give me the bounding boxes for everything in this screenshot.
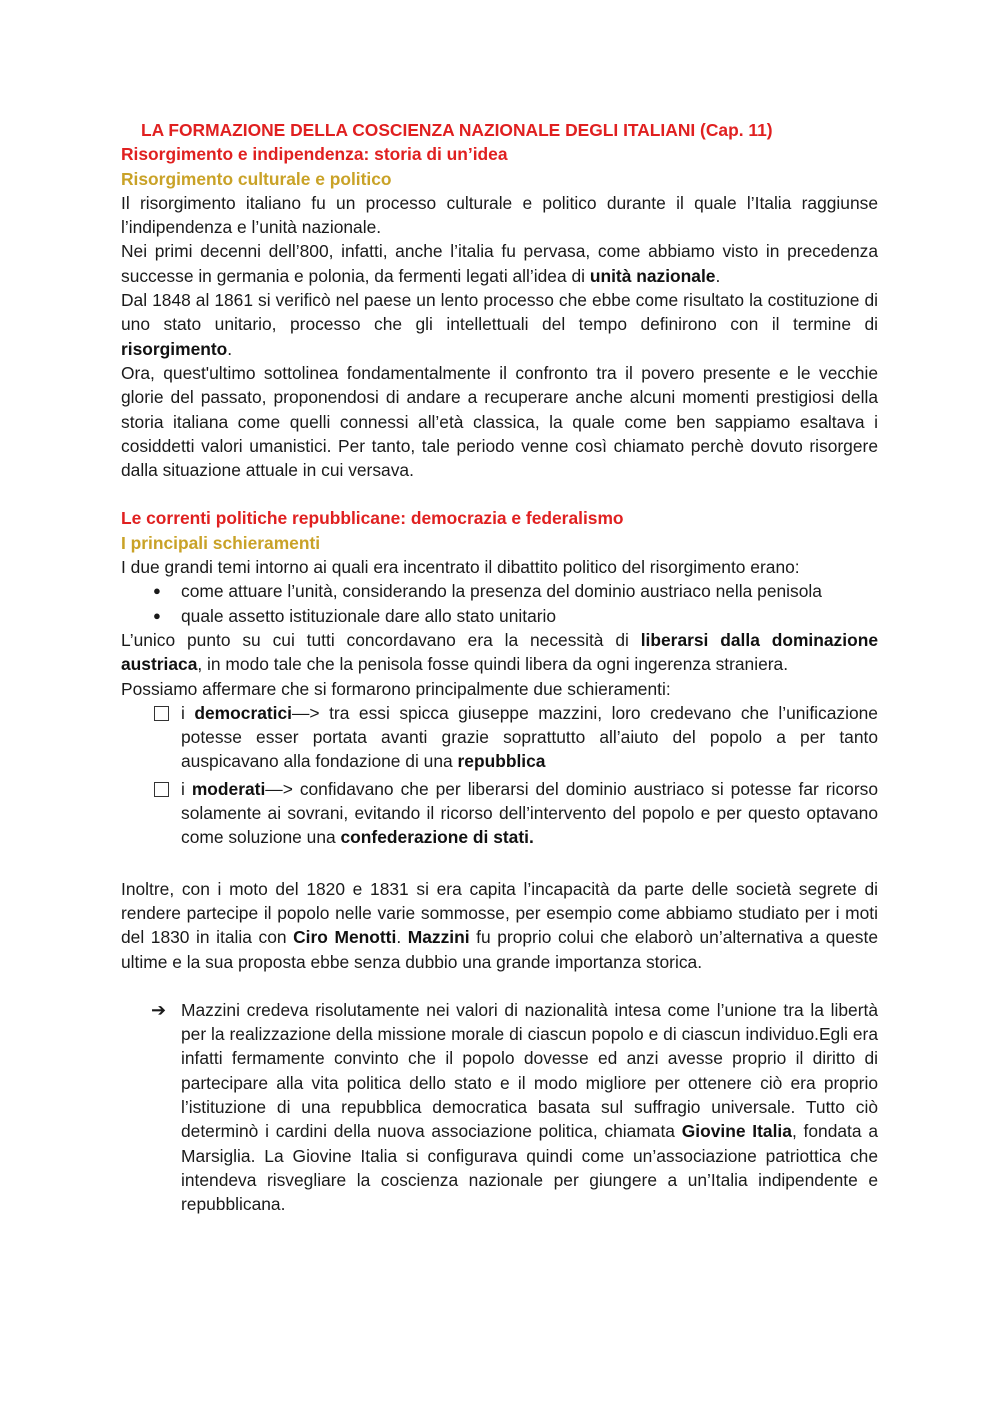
bullet-icon: ● bbox=[153, 583, 161, 599]
bold-unita-nazionale: unità nazionale bbox=[589, 265, 716, 286]
paragraph-1848: Dal 1848 al 1861 si verificò nel paese un lento processo che ebbe come risultato la costituzione di uno stato unitario, processo che gli intellettuali del tempo definirono con il termine di risorgimento. bbox=[121, 290, 878, 359]
spacer bbox=[121, 974, 878, 998]
list-item: ● quale assetto istituzionale dare allo stato unitario bbox=[121, 604, 878, 628]
paragraph-moti: Inoltre, con i moto del 1820 e 1831 si era capita l’incapacità da parte delle società segrete di rendere partecipe il popolo nelle varie sommosse, per esempio come abbiamo studiato per i moti del 1830 in italia con Ciro Menotti. Mazzini fu proprio colui che elaborò un’alternativa a queste ultime e la sua proposta ebbe senza dubbio una grande importanza storica. bbox=[121, 878, 878, 972]
subheading-culturale-politico: Risorgimento culturale e politico bbox=[121, 168, 392, 189]
section-heading-risorgimento: Risorgimento e indipendenza: storia di un’idea bbox=[121, 144, 508, 165]
paragraph-schieramenti: Possiamo affermare che si formarono principalmente due schieramenti: bbox=[121, 678, 671, 699]
paragraph-intro: Il risorgimento italiano fu un processo culturale e politico durante il quale l’Italia raggiunse l’indipendenza e l’unità nazionale. bbox=[121, 192, 878, 238]
bold-risorgimento: risorgimento bbox=[121, 338, 228, 359]
paragraph-liberarsi: L’unico punto su cui tutti concordavano era la necessità di liberarsi dalla dominazione austriaca, in modo tale che la penisola fosse quindi libera da ogni ingerenza straniera. bbox=[121, 629, 878, 675]
checklist-item-moderati: i moderati—> confidavano che per liberarsi del dominio austriaco si potesse far ricorso solamente ai sovrani, evitando il ricorso dell’intervento del popolo e per questo optavano come soluzione una confederazione di stati. bbox=[121, 777, 878, 850]
bullet-icon: ● bbox=[153, 607, 161, 623]
checkbox-icon[interactable] bbox=[154, 782, 169, 797]
checklist-item-democratici: i democratici—> tra essi spicca giuseppe mazzini, loro credevano che l’unificazione potesse esser portata avanti grazie soprattutto all’aiuto del popolo a per tanto auspicavano alla fondazione di una repubblica bbox=[121, 701, 878, 774]
bullet-list bbox=[121, 579, 878, 628]
document-page bbox=[121, 118, 878, 1216]
section-heading-correnti: Le correnti politiche repubblicane: democrazia e federalismo bbox=[121, 508, 624, 529]
document-title: LA FORMAZIONE DELLA COSCIENZA NAZIONALE DEGLI ITALIANI (Cap. 11) bbox=[141, 120, 773, 140]
checkbox-icon[interactable] bbox=[154, 706, 169, 721]
checkbox-list bbox=[121, 701, 878, 850]
arrow-right-icon: ➔ bbox=[151, 999, 167, 1020]
paragraph-temi: I due grandi temi intorno ai quali era incentrato il dibattito politico del risorgimento erano: bbox=[121, 557, 800, 578]
paragraph-unita: Nei primi decenni dell’800, infatti, anche l’italia fu pervasa, come abbiamo visto in precedenza successe in germania e polonia, da fermenti legati all’idea di unità nazionale. bbox=[121, 241, 878, 286]
arrow-list bbox=[121, 998, 878, 1217]
subheading-schieramenti: I principali schieramenti bbox=[121, 532, 321, 553]
list-item: ● come attuare l’unità, considerando la presenza del dominio austriaco nella penisola bbox=[121, 579, 878, 603]
list-item-mazzini: ➔ Mazzini credeva risolutamente nei valori di nazionalità intesa come l’unione tra la libertà per la realizzazione della missione morale di ciascun popolo e di ciascun individuo.Egli era infatti fermamente convinto che il popolo dovesse ed anzi avesse proprio il diritto di partecipare alla vita politica dello stato e il modo migliore per ottenere ciò era proprio l’istituzione di una repubblica democratica basata sul suffragio universale. Tutto ciò determinò i cardini della nuova associazione politica, chiamata Giovine Italia, fondata a Marsiglia. La Giovine Italia si configurava quindi come un’associazione patriottica che intendeva risvegliare la coscienza nazionale per giungere a un’Italia indipendente e repubblicana. bbox=[151, 999, 878, 1215]
paragraph-glorie: Ora, quest'ultimo sottolinea fondamentalmente il confronto tra il povero presente e le vecchie glorie del passato, proponendosi di andare a recuperare anche alcuni momenti prestigiosi della storia italiana come quelli connessi all’età classica, la quale come ben sappiamo esaltava i cosiddetti valori umanistici. Per tanto, tale periodo venne così chiamato perchè dovuto risorgere dalla situazione attuale in cui versava. bbox=[121, 362, 878, 481]
spacer bbox=[121, 853, 878, 877]
bold-liberarsi: liberarsi dalla dominazione austriaca bbox=[121, 629, 878, 675]
spacer bbox=[121, 482, 878, 506]
